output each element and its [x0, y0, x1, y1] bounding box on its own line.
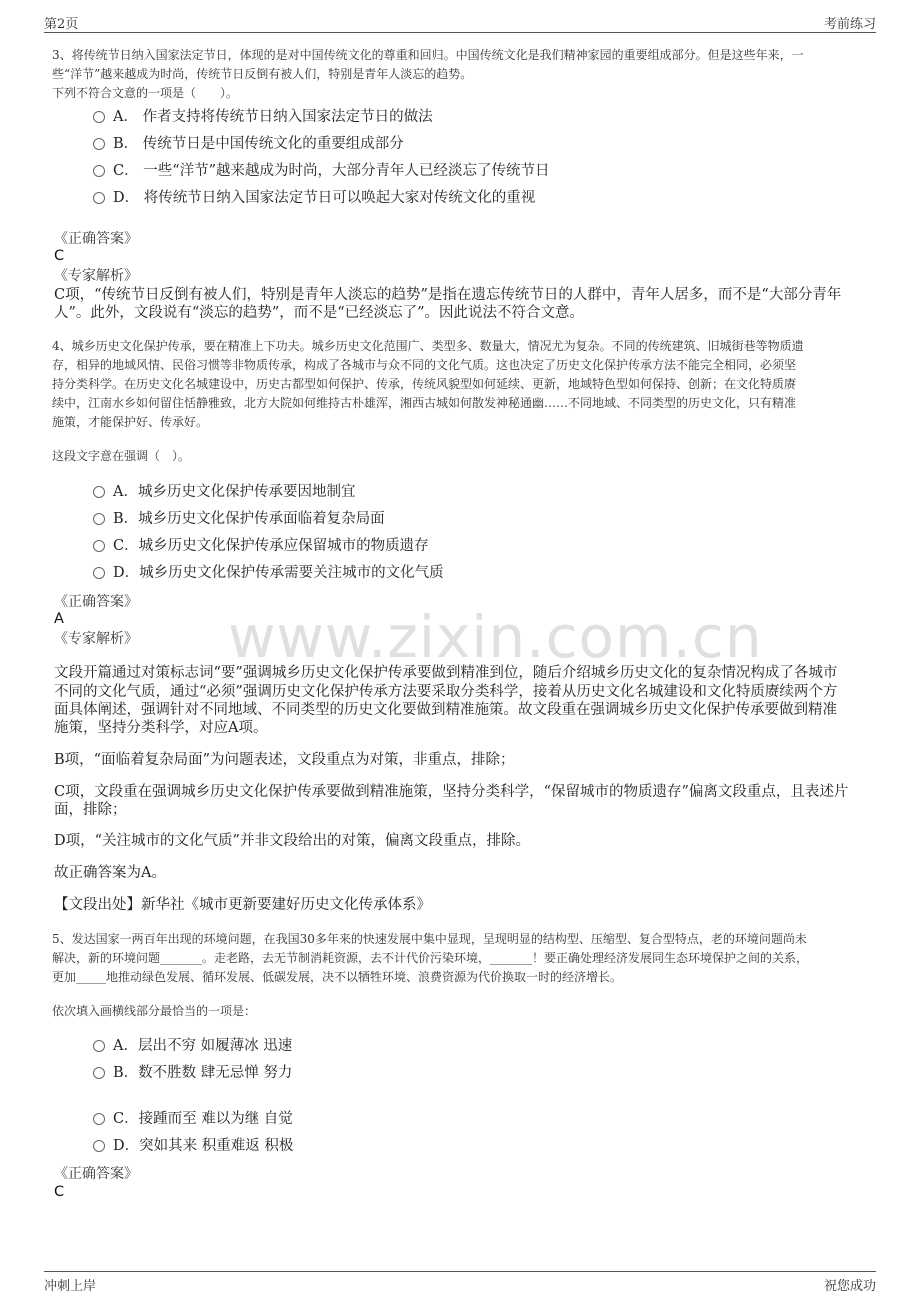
q4-analysis-b: B项，“面临着复杂局面”为问题表述，文段重点为对策，非重点，排除； — [54, 752, 515, 768]
q5-option-b[interactable] — [93, 1063, 292, 1083]
q3-answer: C — [54, 248, 65, 264]
q4-analysis-a-line-3: 面具体阐述，强调针对不同地域、不同类型的历史文化要做到精准施策。故文段重在强调城乡历史文化保护传承要做到精准 — [54, 702, 837, 718]
q4-option-c[interactable] — [93, 536, 429, 556]
footer-right-text: 祝您成功 — [823, 1279, 876, 1294]
q3-option-d-label: D． 将传统节日纳入国家法定节日可以唤起大家对传统文化的重视 — [113, 190, 536, 206]
q5-option-a[interactable] — [93, 1036, 292, 1056]
q4-stem-line-4: 续中，江南水乡如何留住恬静雅致，北方大院如何维持古朴雄浑，湘西古城如何散发神秘通幽……不同地域、不同类型的历史文化，只有精准 — [52, 396, 797, 410]
q5-option-d-label: D．突如其来 积重难返 积极 — [113, 1138, 294, 1154]
radio-icon[interactable] — [93, 567, 105, 579]
q3-option-a[interactable] — [93, 107, 433, 127]
q4-conclusion: 故正确答案为A。 — [54, 865, 166, 881]
q3-stem-line-3: 下列不符合文意的一项是（ ）。 — [52, 86, 239, 100]
q3-option-b-label: B． 传统节日是中国传统文化的重要组成部分 — [113, 136, 404, 152]
q4-stem-line-5: 施策，才能保护好、传承好。 — [52, 415, 209, 429]
q3-option-c[interactable] — [93, 161, 550, 181]
q4-stem-line-1: 4、城乡历史文化保护传承，要在精准上下功夫。城乡历史文化范围广、类型多、数量大，情况尤为复杂。不同的传统建筑、旧城街巷等物质遗 — [52, 339, 804, 353]
q5-stem-line-1: 5、发达国家一两百年出现的环境问题，在我国30多年来的快速发展中集中显现，呈现明显的结构型、压缩型、复合型特点，老的环境问题尚未 — [52, 932, 807, 946]
q4-option-a[interactable] — [93, 482, 355, 502]
q5-answer-label: 《正确答案》 — [54, 1166, 138, 1182]
radio-icon[interactable] — [93, 1040, 105, 1052]
q3-answer-label: 《正确答案》 — [54, 231, 138, 247]
q4-analysis-c-line-1: C项，文段重在强调城乡历史文化保护传承要做到精准施策，坚持分类科学，“保留城市的物质遗存”偏离文段重点，且表述片 — [54, 784, 849, 800]
q4-stem-line-3: 持分类科学。在历史文化名城建设中，历史古都型如何保护、传承，传统风貌型如何延续、更新，地域特色型如何保持、创新；在文化特质赓 — [52, 377, 797, 391]
q4-question: 这段文字意在强调（ ）。 — [52, 449, 191, 463]
q5-option-c[interactable] — [93, 1109, 293, 1129]
q4-option-c-label: C．城乡历史文化保护传承应保留城市的物质遗存 — [113, 538, 429, 554]
q3-analysis-line-2: 人”。此外，文段说有“淡忘的趋势”，而不是“已经淡忘了”。因此说法不符合文意。 — [54, 305, 585, 321]
radio-icon[interactable] — [93, 540, 105, 552]
watermark: www.zixin.com.cn — [228, 603, 763, 671]
radio-icon[interactable] — [93, 513, 105, 525]
q4-option-d-label: D．城乡历史文化保护传承需要关注城市的文化气质 — [113, 565, 444, 581]
q4-option-d[interactable] — [93, 563, 444, 583]
radio-icon[interactable] — [93, 111, 105, 123]
q5-stem-line-3: 更加_____地推动绿色发展、循环发展、低碳发展，决不以牺牲环境、浪费资源为代价换取一时的经济增长。 — [52, 970, 623, 984]
q4-analysis-c-line-2: 面，排除； — [54, 802, 127, 818]
q3-option-d[interactable] — [93, 188, 535, 208]
q4-option-a-label: A．城乡历史文化保护传承要因地制宜 — [113, 484, 356, 500]
q5-option-a-label: A．层出不穷 如履薄冰 迅速 — [113, 1038, 293, 1054]
page-number: 第2页 — [44, 17, 79, 32]
q3-analysis-line-1: C项，“传统节日反倒有被人们，特别是青年人淡忘的趋势”是指在遗忘传统节日的人群中，青年人居多，而不是“大部分青年 — [54, 287, 842, 303]
q5-option-d[interactable] — [93, 1136, 293, 1156]
radio-icon[interactable] — [93, 192, 105, 204]
q4-stem-line-2: 存，相异的地域风情、民俗习惯等非物质传承，构成了各城市与众不同的文化气质。这也决定了历史文化保护传承方法不能完全相同，必须坚 — [52, 358, 797, 372]
q3-analysis-label: 《专家解析》 — [54, 268, 138, 284]
q5-option-c-label: C．接踵而至 难以为继 自觉 — [113, 1111, 293, 1127]
radio-icon[interactable] — [93, 1113, 105, 1125]
q3-stem-line-2: 些“洋节”越来越成为时尚，传统节日反倒有被人们，特别是青年人淡忘的趋势。 — [52, 67, 473, 81]
q3-option-c-label: C． 一些“洋节”越来越成为时尚，大部分青年人已经淡忘了传统节日 — [113, 163, 550, 179]
q5-answer: C — [54, 1184, 65, 1200]
q4-option-b-label: B．城乡历史文化保护传承面临着复杂局面 — [113, 511, 385, 527]
radio-icon[interactable] — [93, 1140, 105, 1152]
header-title: 考前练习 — [823, 17, 876, 32]
page-footer — [44, 1271, 876, 1294]
q4-analysis-a-line-4: 施策，坚持分类科学，对应A项。 — [54, 720, 268, 736]
q5-option-b-label: B．数不胜数 肆无忌惮 努力 — [113, 1065, 293, 1081]
radio-icon[interactable] — [93, 138, 105, 150]
q4-analysis-a-line-1: 文段开篇通过对策标志词“要”强调城乡历史文化保护传承要做到精准到位，随后介绍城乡历史文化的复杂情况构成了各城市 — [54, 665, 838, 681]
radio-icon[interactable] — [93, 486, 105, 498]
radio-icon[interactable] — [93, 1067, 105, 1079]
q3-option-b[interactable] — [93, 134, 404, 154]
q4-option-b[interactable] — [93, 509, 385, 529]
q4-analysis-label: 《专家解析》 — [54, 631, 138, 647]
q5-stem-line-2: 解决，新的环境问题_______。走老路，去无节制消耗资源，去不计代价污染环境，_______！要正确处理经济发展同生态环境保护之间的关系， — [52, 951, 809, 965]
q4-source: 【文段出处】新华社《城市更新要建好历史文化传承体系》 — [54, 897, 431, 913]
footer-left-text: 冲刺上岸 — [44, 1279, 97, 1294]
q3-stem-line-1: 3、将传统节日纳入国家法定节日，体现的是对中国传统文化的尊重和回归。中国传统文化是我们精神家园的重要组成部分。但是这些年来，一 — [52, 48, 804, 62]
page-header — [44, 12, 876, 33]
q4-answer: A — [54, 611, 64, 627]
q4-analysis-d: D项，“关注城市的文化气质”并非文段给出的对策，偏离文段重点，排除。 — [54, 833, 530, 849]
q4-analysis-a-line-2: 不同的文化气质，通过“必须”强调历史文化保护传承方法要采取分类科学，接着从历史文化名城建设和文化特质赓续两个方 — [54, 684, 838, 700]
q5-question: 依次填入画横线部分最恰当的一项是： — [52, 1004, 257, 1018]
q4-answer-label: 《正确答案》 — [54, 594, 138, 610]
q3-option-a-label: A． 作者支持将传统节日纳入国家法定节日的做法 — [113, 109, 433, 125]
radio-icon[interactable] — [93, 165, 105, 177]
